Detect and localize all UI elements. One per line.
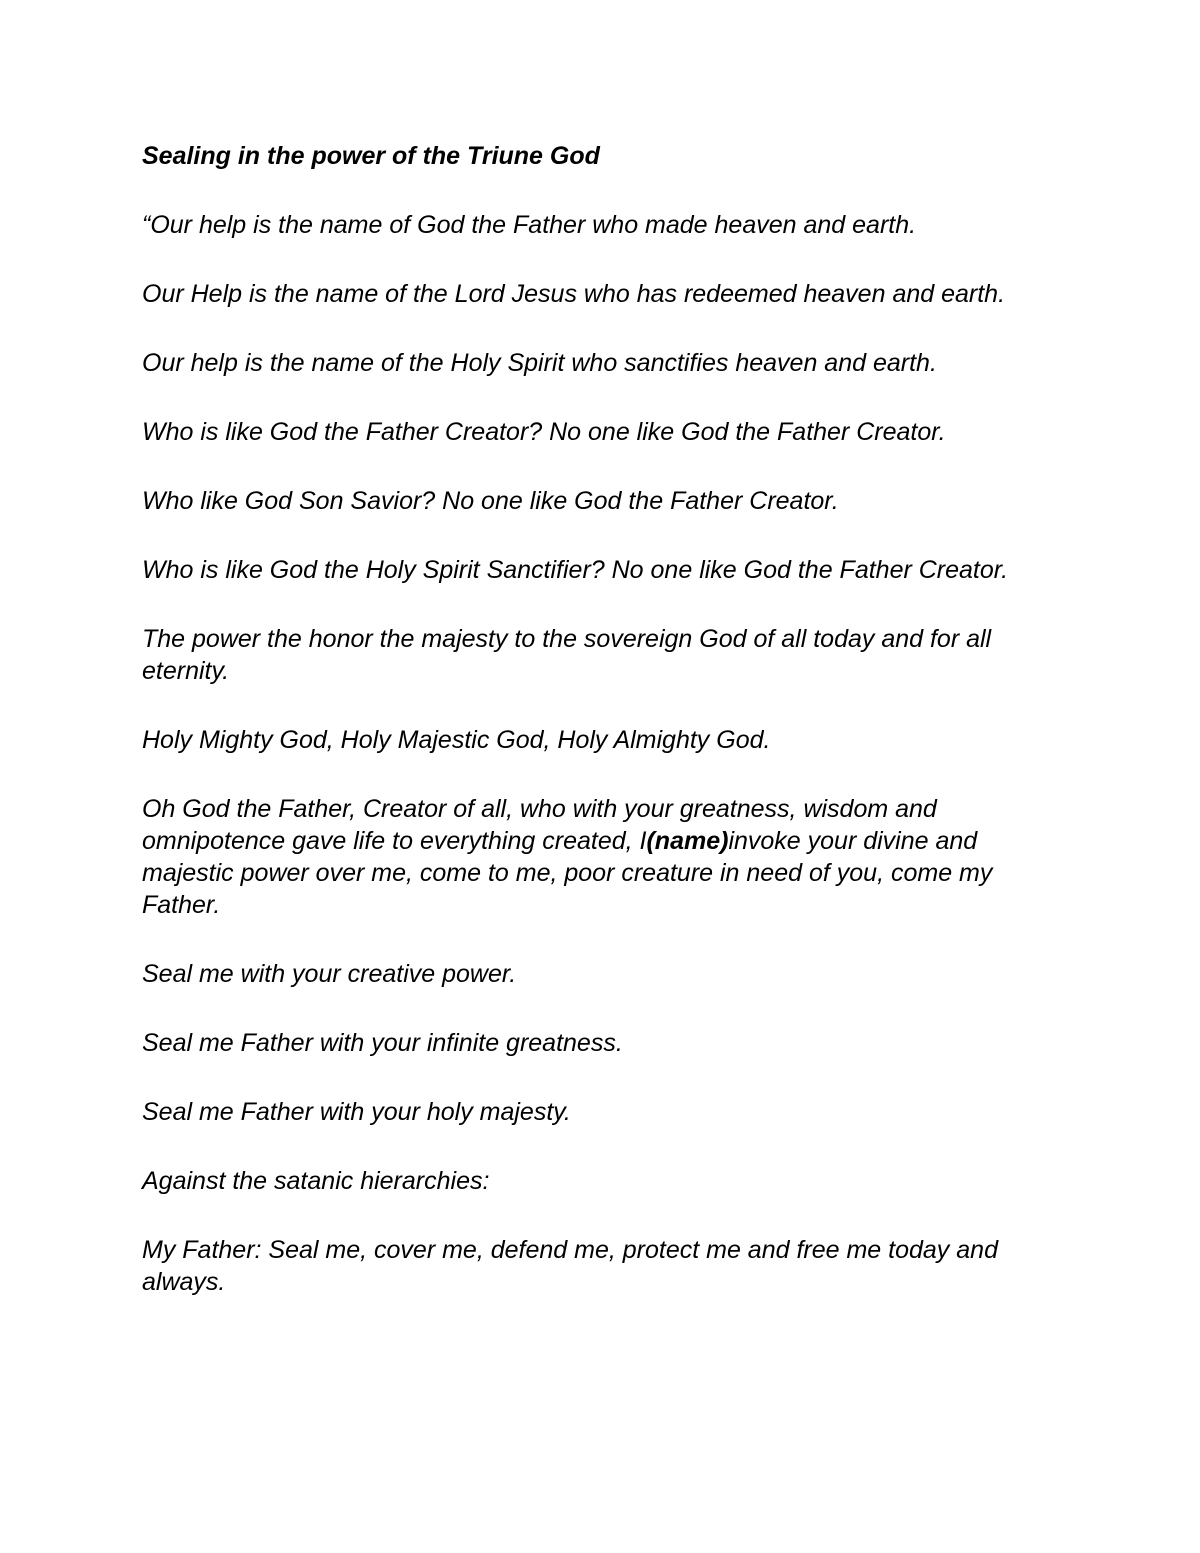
invocation-paragraph — [142, 793, 1062, 921]
paragraph: Seal me with your creative power. — [142, 960, 517, 988]
paragraph: Who is like God the Father Creator? No one like God the Father Creator. — [142, 418, 946, 446]
paragraph: Against the satanic hierarchies: — [142, 1167, 490, 1195]
paragraph: Holy Mighty God, Holy Majestic God, Holy Almighty God. — [142, 726, 771, 754]
paragraph: Who is like God the Holy Spirit Sanctifier? No one like God the Father Creator. — [142, 556, 1009, 584]
paragraph: Who like God Son Savior? No one like God the Father Creator. — [142, 487, 839, 515]
document-title: Sealing in the power of the Triune God — [142, 142, 600, 170]
name-placeholder: (name) — [646, 827, 729, 855]
paragraph: Seal me Father with your infinite greatness. — [142, 1029, 623, 1057]
paragraph: The power the honor the majesty to the sovereign God of all today and for all eternity. — [142, 625, 992, 685]
paragraph: My Father: Seal me, cover me, defend me, protect me and free me today and always. — [142, 1236, 998, 1296]
paragraph: Our help is the name of the Holy Spirit who sanctifies heaven and earth. — [142, 349, 937, 377]
invocation-text-after: invoke your divine and majestic power over me, come to me, poor creature in need of you, come my Father. — [142, 827, 993, 919]
paragraph: Our Help is the name of the Lord Jesus who has redeemed heaven and earth. — [142, 280, 1006, 308]
document-body — [142, 140, 1062, 1335]
paragraph: “Our help is the name of God the Father who made heaven and earth. — [142, 211, 917, 239]
paragraph: Seal me Father with your holy majesty. — [142, 1098, 571, 1126]
invocation-text-before: Oh God the Father, Creator of all, who with your greatness, wisdom and omnipotence gave life to everything created, I — [142, 795, 937, 855]
